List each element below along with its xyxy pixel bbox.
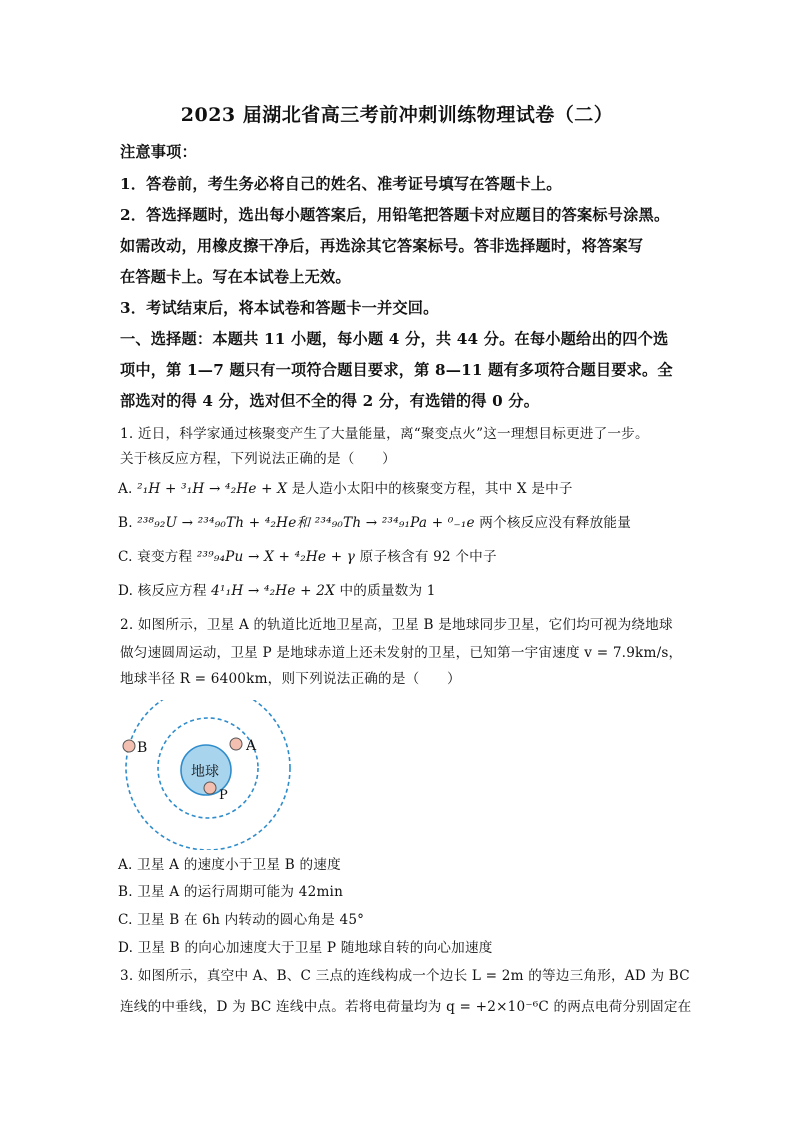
- q1-option-c: [118, 545, 678, 565]
- option-text: 是人造小太阳中的核聚变方程，其中 X 是中子: [291, 481, 573, 497]
- option-prefix: 核反应方程: [137, 583, 207, 599]
- satellite-a: [230, 738, 242, 750]
- q2-stem-3: 地球半径 R = 6400km，则下列说法正确的是（ ）: [120, 671, 461, 687]
- notice-item-2-end: 在答题卡上。写在本试卷上无效。: [120, 268, 351, 286]
- section1-line-3: 部选对的得 4 分，选对但不全的得 2 分，有选错的得 0 分。: [120, 392, 540, 410]
- exam-title: 2023 届湖北省高三考前冲刺训练物理试卷（二）: [180, 104, 614, 126]
- section1-line-1: 一、选择题：本题共 11 小题，每小题 4 分，共 44 分。在每小题给出的四个选: [120, 330, 669, 348]
- q1-stem-1: 1. 近日，科学家通过核聚变产生了大量能量，离“聚变点火”这一理想目标更进了一步。: [120, 426, 649, 442]
- q1-option-a: [118, 477, 678, 497]
- q2-option-b: B. 卫星 A 的运行周期可能为 42min: [118, 884, 344, 900]
- notice-item-2: 2．答选择题时，选出每小题答案后，用铅笔把答题卡对应题目的答案标号涂黑。: [120, 206, 670, 224]
- option-text: 中的质量数为 1: [339, 583, 436, 599]
- q1-option-d: [118, 579, 678, 599]
- notice-item-3: 3．考试结束后，将本试卷和答题卡一并交回。: [120, 299, 439, 317]
- equation: ²₁H + ³₁H → ⁴₂He + X: [137, 481, 288, 497]
- q3-stem-2: 连线的中垂线，D 为 BC 连线中点。若将电荷量均为 q = +2×10⁻⁶C 的两点电荷分别固定在: [120, 999, 692, 1015]
- option-text: 两个核反应没有释放能量: [479, 515, 632, 531]
- option-label: A.: [118, 481, 133, 497]
- equation: ²³⁹₉₄Pu → X + ⁴₂He + γ: [196, 549, 356, 565]
- q2-stem-1: 2. 如图所示，卫星 A 的轨道比近地卫星高，卫星 B 是地球同步卫星，它们均可视为绕地球: [120, 617, 673, 633]
- label-a: A: [246, 738, 257, 754]
- notice-item-1: 1．答卷前，考生务必将自己的姓名、准考证号填写在答题卡上。: [120, 175, 562, 193]
- notice-item-2-cont: 如需改动，用橡皮擦干净后，再选涂其它答案标号。答非选择题时，将答案写: [120, 237, 644, 255]
- option-prefix: 衰变方程: [137, 549, 193, 565]
- option-label: B.: [118, 515, 133, 531]
- q3-stem-1: 3. 如图所示，真空中 A、B、C 三点的连线构成一个边长 L = 2m 的等边三角形，AD 为 BC: [120, 968, 690, 984]
- satellite-b: [123, 740, 135, 752]
- q2-option-d: D. 卫星 B 的向心加速度大于卫星 P 随地球自转的向心加速度: [118, 940, 493, 956]
- q1-option-b: [118, 511, 678, 531]
- notice-heading: 注意事项：: [120, 143, 197, 161]
- earth-label: 地球: [191, 764, 219, 780]
- label-b: B: [137, 740, 148, 756]
- orbit-figure: [118, 700, 308, 850]
- q2-stem-2: 做匀速圆周运动，卫星 P 是地球赤道上还未发射的卫星，已知第一宇宙速度 v = 7.9km/s，: [120, 645, 683, 661]
- q1-stem-2: 关于核反应方程，下列说法正确的是（ ）: [120, 451, 396, 467]
- equation: 4¹₁H → ⁴₂He + 2X: [211, 583, 335, 599]
- option-text: 原子核含有 92 个中子: [359, 549, 497, 565]
- option-label: C.: [118, 549, 133, 565]
- q2-option-a: A. 卫星 A 的速度小于卫星 B 的速度: [118, 857, 341, 873]
- satellite-p: [204, 782, 216, 794]
- label-p: P: [219, 788, 228, 803]
- option-label: D.: [118, 583, 134, 599]
- section1-line-2: 项中，第 1—7 题只有一项符合题目要求，第 8—11 题有多项符合题目要求。全: [120, 361, 673, 379]
- q2-option-c: C. 卫星 B 在 6h 内转动的圆心角是 45°: [118, 912, 365, 928]
- equation: ²³⁸₉₂U → ²³⁴₉₀Th + ⁴₂He和 ²³⁴₉₀Th → ²³⁴₉₁Pa + ⁰₋₁e: [137, 515, 475, 531]
